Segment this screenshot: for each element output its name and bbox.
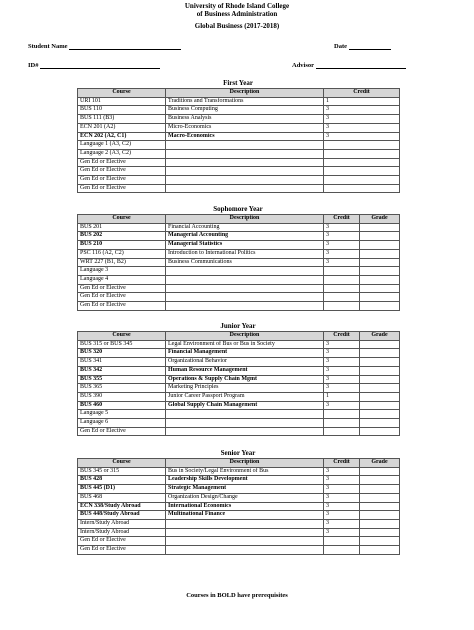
credit-cell: 3 [324,358,360,367]
student-name-field[interactable] [69,43,181,50]
grade-cell[interactable] [360,537,400,546]
credit-cell: 3 [324,401,360,410]
description-cell: Managerial Statistics [166,241,324,250]
table-row [78,123,400,132]
sophomore-year-section [77,205,399,311]
credit-cell [324,158,400,167]
description-cell [166,158,324,167]
course-cell: Gen Ed or Elective [78,158,166,167]
student-name-label: Student Name [28,43,68,50]
student-name-row [28,43,181,50]
course-cell: Language 6 [78,419,166,428]
description-cell: Strategic Management [166,485,324,494]
table-row [78,158,400,167]
course-cell: WRT 227 (B1, B2) [78,258,166,267]
table-row [78,349,400,358]
credit-cell [324,293,360,302]
credit-cell [324,267,360,276]
description-cell: Business Analysis [166,115,324,124]
description-cell [166,293,324,302]
credit-cell: 1 [324,97,400,106]
credit-cell: 3 [324,123,400,132]
credit-cell: 3 [324,375,360,384]
id-label: ID# [28,62,39,69]
grade-header: Grade [360,215,400,224]
description-cell: Introduction to International Politics [166,249,324,258]
course-cell: Language 1 (A3, C2) [78,141,166,150]
table-row [78,519,400,528]
grade-cell[interactable] [360,358,400,367]
grade-cell[interactable] [360,485,400,494]
course-header: Course [78,215,166,224]
date-label: Date [334,43,347,50]
description-cell [166,519,324,528]
course-cell: BUS 202 [78,232,166,241]
grade-cell[interactable] [360,284,400,293]
grade-cell[interactable] [360,502,400,511]
senior-year-section [77,449,399,555]
description-cell [166,284,324,293]
credit-cell: 3 [324,502,360,511]
grade-cell[interactable] [360,340,400,349]
description-cell [166,546,324,555]
grade-cell[interactable] [360,241,400,250]
table-row [78,149,400,158]
table-row [78,184,400,193]
course-cell: Intern/Study Abroad [78,519,166,528]
course-cell: Gen Ed or Elective [78,284,166,293]
table-row [78,115,400,124]
table-row [78,241,400,250]
description-cell [166,419,324,428]
table-row [78,106,400,115]
credit-cell [324,141,400,150]
course-cell: BUS 110 [78,106,166,115]
description-cell [166,176,324,185]
section-title: First Year [223,79,253,87]
description-header: Description [166,215,324,224]
course-cell: ECN 201 (A2) [78,123,166,132]
course-cell: Gen Ed or Elective [78,546,166,555]
description-cell [166,267,324,276]
credit-cell: 3 [324,476,360,485]
table-row [78,258,400,267]
table-row [78,358,400,367]
course-cell: BUS 445 (D1) [78,485,166,494]
course-cell: Language 3 [78,267,166,276]
grade-header: Grade [360,332,400,341]
section-title: Sophomore Year [213,205,263,213]
table-row [78,375,400,384]
credit-header: Credit [324,459,360,468]
table-row [78,537,400,546]
table-row [78,546,400,555]
description-cell: Legal Environment of Bus or Bus in Society [166,340,324,349]
credit-cell [324,302,360,311]
credit-cell: 3 [324,232,360,241]
table-row [78,340,400,349]
grade-cell[interactable] [360,493,400,502]
course-cell: ECN 202 (A2, C1) [78,132,166,141]
advisor-field[interactable] [316,62,406,69]
table-row [78,392,400,401]
grade-cell[interactable] [360,384,400,393]
junior-year-table [77,331,400,436]
credit-cell: 3 [324,106,400,115]
description-cell: Financial Management [166,349,324,358]
credit-header: Credit [324,332,360,341]
section-title: Junior Year [220,322,256,330]
senior-year-table [77,458,400,555]
prerequisites-note: Courses in BOLD have prerequisites [186,592,288,599]
grade-cell[interactable] [360,467,400,476]
grade-cell[interactable] [360,302,400,311]
table-row [78,141,400,150]
table-row [78,427,400,436]
credit-cell [324,149,400,158]
table-row [78,267,400,276]
course-cell: Gen Ed or Elective [78,427,166,436]
grade-cell[interactable] [360,546,400,555]
table-row [78,485,400,494]
course-header: Course [78,332,166,341]
grade-cell[interactable] [360,349,400,358]
course-cell: BUS 341 [78,358,166,367]
credit-cell: 3 [324,366,360,375]
description-cell: Human Resource Management [166,366,324,375]
first-year-table [77,88,400,193]
course-cell: BUS 390 [78,392,166,401]
table-header-row [78,215,400,224]
grade-cell[interactable] [360,427,400,436]
table-row [78,384,400,393]
description-cell [166,410,324,419]
course-cell: BUS 460 [78,401,166,410]
description-cell: Operations & Supply Chain Mgmt [166,375,324,384]
description-cell: Business Communications [166,258,324,267]
credit-cell: 3 [324,467,360,476]
course-cell: Language 2 (A3, C2) [78,149,166,158]
credit-cell [324,275,360,284]
grade-cell[interactable] [360,419,400,428]
description-cell: Business Computing [166,106,324,115]
credit-cell [324,546,360,555]
grade-cell[interactable] [360,232,400,241]
course-cell: Gen Ed or Elective [78,293,166,302]
credit-cell [324,419,360,428]
description-cell: Multinational Finance [166,511,324,520]
credit-cell: 3 [324,493,360,502]
description-cell [166,141,324,150]
first-year-rows [78,97,400,193]
credit-cell [324,537,360,546]
date-row [334,43,391,50]
grade-cell[interactable] [360,528,400,537]
date-field[interactable] [349,43,391,50]
grade-cell[interactable] [360,375,400,384]
description-header: Description [166,89,324,98]
table-row [78,366,400,375]
credit-cell: 3 [324,241,360,250]
credit-cell: 3 [324,223,360,232]
description-cell [166,275,324,284]
description-cell [166,149,324,158]
course-cell: BUS 342 [78,366,166,375]
credit-cell [324,184,400,193]
course-cell: BUS 468 [78,493,166,502]
credit-cell: 3 [324,249,360,258]
course-cell: BUS 428 [78,476,166,485]
table-row [78,232,400,241]
description-cell [166,528,324,537]
course-cell: Gen Ed or Elective [78,176,166,185]
table-row [78,467,400,476]
description-cell: Organization Design/Change [166,493,324,502]
course-cell: BUS 448/Study Abroad [78,511,166,520]
table-header-row [78,332,400,341]
course-cell: URI 101 [78,97,166,106]
table-row [78,493,400,502]
description-cell: Macro-Economics [166,132,324,141]
grade-cell[interactable] [360,293,400,302]
credit-cell: 3 [324,519,360,528]
credit-cell [324,284,360,293]
section-title: Senior Year [220,449,256,457]
credit-cell: 3 [324,132,400,141]
table-header-row [78,459,400,468]
description-header: Description [166,332,324,341]
table-row [78,176,400,185]
description-cell: Global Supply Chain Management [166,401,324,410]
course-cell: BUS 345 or 315 [78,467,166,476]
sophomore-year-table [77,214,400,311]
table-row [78,476,400,485]
table-row [78,284,400,293]
table-row [78,97,400,106]
table-row [78,502,400,511]
grade-cell[interactable] [360,249,400,258]
course-cell: PSC 116 (A2, C2) [78,249,166,258]
grade-cell[interactable] [360,392,400,401]
table-row [78,223,400,232]
grade-cell[interactable] [360,258,400,267]
grade-cell[interactable] [360,401,400,410]
description-cell: Marketing Principles [166,384,324,393]
course-cell: BUS 365 [78,384,166,393]
credit-cell: 3 [324,511,360,520]
table-row [78,249,400,258]
course-cell: ECN 338/Study Abroad [78,502,166,511]
table-row [78,410,400,419]
course-cell: BUS 111 (B3) [78,115,166,124]
credit-cell [324,167,400,176]
credit-cell: 3 [324,349,360,358]
junior-year-rows [78,340,400,436]
course-cell: Gen Ed or Elective [78,184,166,193]
course-header: Course [78,89,166,98]
credit-header: Credit [324,215,360,224]
credit-cell: 3 [324,384,360,393]
first-year-section [77,79,399,193]
program-title: Global Business (2017-2018) [194,22,280,30]
grade-cell[interactable] [360,267,400,276]
id-row [28,62,160,69]
description-header: Description [166,459,324,468]
description-cell: Traditions and Transformations [166,97,324,106]
course-cell: BUS 355 [78,375,166,384]
advisor-row [292,62,406,69]
grade-cell[interactable] [360,511,400,520]
grade-cell[interactable] [360,476,400,485]
grade-cell[interactable] [360,410,400,419]
grade-cell[interactable] [360,366,400,375]
description-cell [166,302,324,311]
table-row [78,302,400,311]
credit-header: Credit [324,89,400,98]
description-cell: Leadership Skills Development [166,476,324,485]
course-cell: BUS 210 [78,241,166,250]
description-cell: Junior Career Passport Program [166,392,324,401]
course-header: Course [78,459,166,468]
description-cell: Managerial Accounting [166,232,324,241]
course-cell: Gen Ed or Elective [78,537,166,546]
sophomore-year-rows [78,223,400,310]
description-cell [166,167,324,176]
course-cell: Gen Ed or Elective [78,167,166,176]
credit-cell: 1 [324,392,360,401]
grade-cell[interactable] [360,223,400,232]
table-row [78,293,400,302]
course-cell: BUS 315 or BUS 345 [78,340,166,349]
table-row [78,167,400,176]
credit-cell [324,410,360,419]
description-cell [166,184,324,193]
table-row [78,511,400,520]
description-cell: International Economics [166,502,324,511]
course-cell: BUS 201 [78,223,166,232]
advisor-label: Advisor [292,62,314,69]
junior-year-section [77,322,399,436]
course-cell: Language 4 [78,275,166,284]
credit-cell [324,176,400,185]
description-cell: Bus in Society/Legal Environment of Bus [166,467,324,476]
description-cell: Organizational Behavior [166,358,324,367]
description-cell [166,537,324,546]
university-title: University of Rhode Island College [184,2,290,10]
credit-cell: 3 [324,340,360,349]
credit-cell: 3 [324,115,400,124]
credit-cell: 3 [324,528,360,537]
credit-cell [324,427,360,436]
senior-year-rows [78,467,400,554]
course-cell: Intern/Study Abroad [78,528,166,537]
course-cell: Language 5 [78,410,166,419]
table-row [78,528,400,537]
grade-cell[interactable] [360,519,400,528]
college-title: of Business Administration [196,10,278,18]
grade-header: Grade [360,459,400,468]
description-cell: Micro-Economics [166,123,324,132]
table-row [78,401,400,410]
description-cell [166,427,324,436]
description-cell: Financial Accounting [166,223,324,232]
table-header-row [78,89,400,98]
grade-cell[interactable] [360,275,400,284]
table-row [78,132,400,141]
table-row [78,419,400,428]
credit-cell: 3 [324,485,360,494]
course-cell: Gen Ed or Elective [78,302,166,311]
credit-cell: 3 [324,258,360,267]
id-field[interactable] [40,62,160,69]
table-row [78,275,400,284]
course-cell: BUS 320 [78,349,166,358]
